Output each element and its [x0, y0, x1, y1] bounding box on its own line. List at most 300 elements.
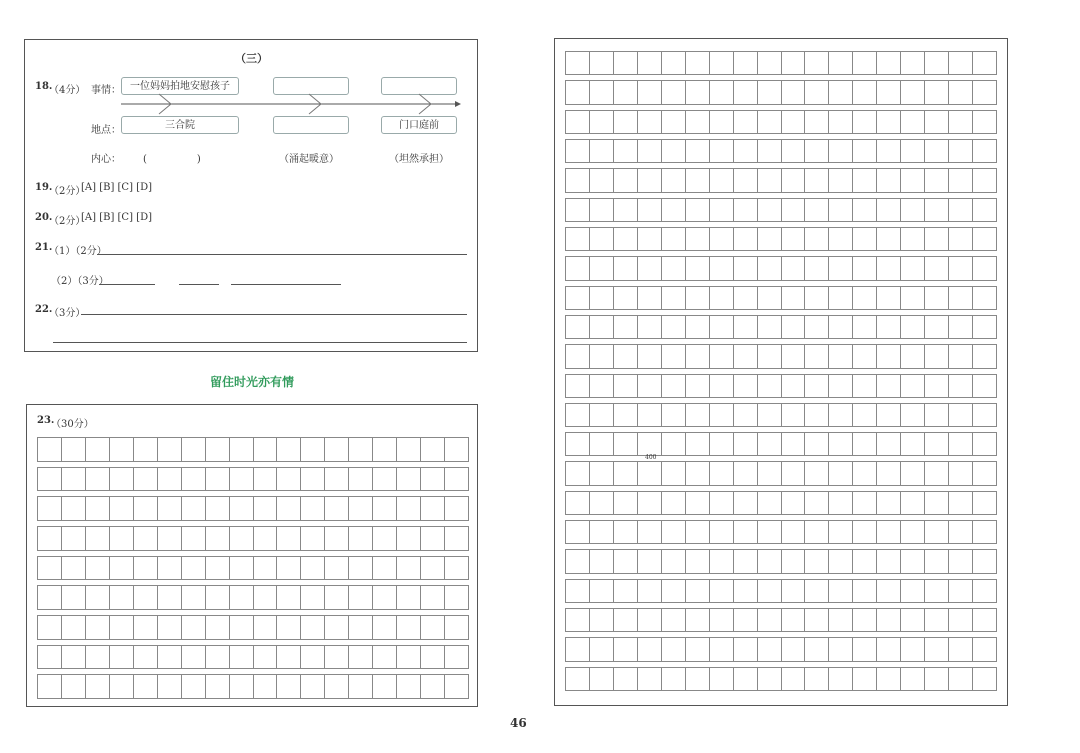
- grid-cell[interactable]: [758, 433, 782, 455]
- q22-answer-line-2[interactable]: [53, 342, 467, 343]
- grid-cell[interactable]: [949, 404, 973, 426]
- grid-cell[interactable]: [901, 111, 925, 133]
- grid-cell[interactable]: [925, 638, 949, 660]
- grid-cell[interactable]: [182, 646, 206, 669]
- grid-cell[interactable]: [758, 169, 782, 191]
- grid-cell[interactable]: [853, 580, 877, 602]
- grid-cell[interactable]: [686, 52, 710, 74]
- grid-cell[interactable]: [397, 586, 421, 609]
- grid-cell[interactable]: [445, 497, 469, 520]
- grid-cell[interactable]: [566, 316, 590, 338]
- grid-cell[interactable]: [182, 616, 206, 639]
- grid-cell[interactable]: [566, 228, 590, 250]
- grid-cell[interactable]: [445, 586, 469, 609]
- grid-cell[interactable]: [110, 557, 134, 580]
- grid-cell[interactable]: [758, 81, 782, 103]
- grid-cell[interactable]: [614, 550, 638, 572]
- grid-cell[interactable]: [662, 257, 686, 279]
- grid-cell[interactable]: [734, 81, 758, 103]
- grid-cell[interactable]: [805, 169, 829, 191]
- grid-cell[interactable]: [277, 557, 301, 580]
- grid-cell[interactable]: [397, 616, 421, 639]
- grid-cell[interactable]: [686, 521, 710, 543]
- grid-cell[interactable]: [662, 638, 686, 660]
- grid-cell[interactable]: [134, 497, 158, 520]
- grid-cell[interactable]: [397, 557, 421, 580]
- grid-cell[interactable]: [758, 404, 782, 426]
- grid-cell[interactable]: [206, 468, 230, 491]
- grid-cell[interactable]: [349, 675, 373, 698]
- grid-cell[interactable]: [662, 404, 686, 426]
- grid-cell[interactable]: [158, 675, 182, 698]
- grid-cell[interactable]: [925, 169, 949, 191]
- grid-cell[interactable]: [134, 468, 158, 491]
- grid-cell[interactable]: [710, 257, 734, 279]
- grid-cell[interactable]: [758, 375, 782, 397]
- grid-cell[interactable]: [901, 52, 925, 74]
- grid-cell[interactable]: [901, 462, 925, 484]
- grid-cell[interactable]: [901, 287, 925, 309]
- grid-cell[interactable]: [710, 169, 734, 191]
- grid-cell[interactable]: [662, 81, 686, 103]
- grid-cell[interactable]: [925, 228, 949, 250]
- grid-cell[interactable]: [206, 646, 230, 669]
- grid-cell[interactable]: [638, 316, 662, 338]
- grid-cell[interactable]: [758, 228, 782, 250]
- grid-cell[interactable]: [349, 586, 373, 609]
- grid-cell[interactable]: [782, 609, 806, 631]
- grid-cell[interactable]: [38, 438, 62, 461]
- grid-cell[interactable]: [686, 668, 710, 690]
- grid-cell[interactable]: [349, 438, 373, 461]
- grid-cell[interactable]: [853, 199, 877, 221]
- grid-cell[interactable]: [973, 404, 997, 426]
- grid-cell[interactable]: [949, 521, 973, 543]
- grid-cell[interactable]: [758, 521, 782, 543]
- grid-row[interactable]: [565, 286, 997, 310]
- grid-cell[interactable]: [734, 199, 758, 221]
- grid-cell[interactable]: [686, 199, 710, 221]
- grid-cell[interactable]: [877, 492, 901, 514]
- grid-cell[interactable]: [949, 433, 973, 455]
- grid-cell[interactable]: [901, 404, 925, 426]
- grid-cell[interactable]: [853, 140, 877, 162]
- grid-cell[interactable]: [110, 468, 134, 491]
- grid-cell[interactable]: [758, 580, 782, 602]
- grid-cell[interactable]: [949, 169, 973, 191]
- grid-cell[interactable]: [734, 169, 758, 191]
- grid-cell[interactable]: [566, 169, 590, 191]
- grid-row[interactable]: [37, 496, 469, 521]
- grid-cell[interactable]: [614, 492, 638, 514]
- grid-cell[interactable]: [62, 468, 86, 491]
- grid-cell[interactable]: [86, 527, 110, 550]
- grid-cell[interactable]: [901, 433, 925, 455]
- grid-cell[interactable]: [134, 438, 158, 461]
- grid-cell[interactable]: [325, 646, 349, 669]
- grid-cell[interactable]: [925, 550, 949, 572]
- grid-cell[interactable]: [877, 580, 901, 602]
- grid-cell[interactable]: [134, 527, 158, 550]
- grid-cell[interactable]: [158, 646, 182, 669]
- grid-cell[interactable]: [230, 438, 254, 461]
- grid-cell[interactable]: [949, 111, 973, 133]
- grid-cell[interactable]: [925, 257, 949, 279]
- grid-cell[interactable]: [638, 287, 662, 309]
- grid-cell[interactable]: [853, 287, 877, 309]
- grid-cell[interactable]: [230, 557, 254, 580]
- grid-cell[interactable]: [566, 550, 590, 572]
- grid-cell[interactable]: [710, 228, 734, 250]
- grid-cell[interactable]: [638, 638, 662, 660]
- grid-cell[interactable]: [853, 52, 877, 74]
- grid-cell[interactable]: [901, 580, 925, 602]
- grid-cell[interactable]: [254, 557, 278, 580]
- grid-cell[interactable]: [590, 462, 614, 484]
- grid-cell[interactable]: [805, 316, 829, 338]
- grid-cell[interactable]: [973, 257, 997, 279]
- grid-cell[interactable]: [662, 169, 686, 191]
- grid-cell[interactable]: [397, 468, 421, 491]
- grid-cell[interactable]: [614, 111, 638, 133]
- grid-cell[interactable]: [758, 492, 782, 514]
- place-box-2[interactable]: [273, 116, 349, 134]
- grid-cell[interactable]: [805, 111, 829, 133]
- event-box-1[interactable]: 一位妈妈拍地安慰孩子: [121, 77, 239, 95]
- grid-cell[interactable]: [421, 497, 445, 520]
- grid-row[interactable]: [565, 198, 997, 222]
- grid-cell[interactable]: [949, 81, 973, 103]
- grid-cell[interactable]: [782, 668, 806, 690]
- grid-cell[interactable]: [158, 497, 182, 520]
- grid-cell[interactable]: [877, 199, 901, 221]
- grid-cell[interactable]: [277, 586, 301, 609]
- grid-cell[interactable]: [566, 609, 590, 631]
- grid-cell[interactable]: [614, 52, 638, 74]
- grid-cell[interactable]: [805, 199, 829, 221]
- grid-cell[interactable]: [877, 638, 901, 660]
- grid-cell[interactable]: [901, 81, 925, 103]
- grid-cell[interactable]: [973, 638, 997, 660]
- grid-cell[interactable]: [397, 646, 421, 669]
- grid-cell[interactable]: [638, 52, 662, 74]
- grid-cell[interactable]: [686, 257, 710, 279]
- grid-cell[interactable]: [590, 638, 614, 660]
- grid-cell[interactable]: [782, 580, 806, 602]
- grid-cell[interactable]: [325, 675, 349, 698]
- grid-cell[interactable]: [325, 616, 349, 639]
- grid-cell[interactable]: [734, 580, 758, 602]
- grid-cell[interactable]: [397, 675, 421, 698]
- grid-cell[interactable]: [805, 345, 829, 367]
- grid-cell[interactable]: [710, 404, 734, 426]
- grid-cell[interactable]: [686, 228, 710, 250]
- grid-cell[interactable]: [758, 638, 782, 660]
- grid-cell[interactable]: [566, 140, 590, 162]
- grid-cell[interactable]: [877, 81, 901, 103]
- grid-cell[interactable]: [805, 609, 829, 631]
- grid-cell[interactable]: [782, 257, 806, 279]
- grid-cell[interactable]: [662, 375, 686, 397]
- grid-cell[interactable]: [973, 580, 997, 602]
- grid-cell[interactable]: [829, 228, 853, 250]
- grid-cell[interactable]: [758, 668, 782, 690]
- grid-cell[interactable]: [734, 609, 758, 631]
- grid-cell[interactable]: [805, 638, 829, 660]
- grid-cell[interactable]: [62, 527, 86, 550]
- grid-cell[interactable]: [182, 527, 206, 550]
- grid-cell[interactable]: [877, 404, 901, 426]
- grid-cell[interactable]: [110, 527, 134, 550]
- grid-cell[interactable]: [805, 404, 829, 426]
- grid-cell[interactable]: [206, 586, 230, 609]
- grid-cell[interactable]: [782, 550, 806, 572]
- grid-cell[interactable]: [877, 462, 901, 484]
- grid-cell[interactable]: [206, 497, 230, 520]
- grid-cell[interactable]: [206, 438, 230, 461]
- grid-cell[interactable]: [973, 521, 997, 543]
- grid-cell[interactable]: [62, 586, 86, 609]
- grid-row[interactable]: [565, 344, 997, 368]
- grid-cell[interactable]: [973, 111, 997, 133]
- grid-cell[interactable]: [710, 492, 734, 514]
- grid-cell[interactable]: [662, 550, 686, 572]
- grid-cell[interactable]: [949, 287, 973, 309]
- grid-cell[interactable]: [614, 81, 638, 103]
- grid-cell[interactable]: [973, 668, 997, 690]
- grid-cell[interactable]: [949, 257, 973, 279]
- grid-cell[interactable]: [38, 527, 62, 550]
- grid-cell[interactable]: [925, 345, 949, 367]
- grid-cell[interactable]: [301, 557, 325, 580]
- grid-cell[interactable]: [421, 646, 445, 669]
- grid-cell[interactable]: [829, 609, 853, 631]
- grid-cell[interactable]: [710, 580, 734, 602]
- grid-cell[interactable]: [373, 586, 397, 609]
- grid-cell[interactable]: [829, 316, 853, 338]
- grid-cell[interactable]: [758, 550, 782, 572]
- grid-cell[interactable]: [566, 375, 590, 397]
- grid-cell[interactable]: [877, 287, 901, 309]
- grid-cell[interactable]: [877, 257, 901, 279]
- grid-cell[interactable]: [277, 438, 301, 461]
- grid-cell[interactable]: [349, 557, 373, 580]
- grid-cell[interactable]: [901, 199, 925, 221]
- grid-cell[interactable]: [86, 438, 110, 461]
- grid-cell[interactable]: [925, 81, 949, 103]
- grid-cell[interactable]: [829, 345, 853, 367]
- grid-cell[interactable]: [829, 668, 853, 690]
- grid-cell[interactable]: [829, 462, 853, 484]
- grid-cell[interactable]: [686, 81, 710, 103]
- essay-grid-right[interactable]: [565, 51, 997, 691]
- grid-cell[interactable]: [853, 609, 877, 631]
- grid-cell[interactable]: [734, 550, 758, 572]
- grid-cell[interactable]: [782, 199, 806, 221]
- grid-cell[interactable]: [686, 462, 710, 484]
- grid-cell[interactable]: [925, 521, 949, 543]
- grid-cell[interactable]: [662, 199, 686, 221]
- grid-cell[interactable]: [134, 646, 158, 669]
- grid-cell[interactable]: [829, 433, 853, 455]
- grid-cell[interactable]: [397, 527, 421, 550]
- grid-cell[interactable]: [949, 316, 973, 338]
- grid-cell[interactable]: [973, 81, 997, 103]
- grid-row[interactable]: [565, 667, 997, 691]
- grid-cell[interactable]: [734, 316, 758, 338]
- grid-cell[interactable]: [734, 638, 758, 660]
- grid-row[interactable]: [37, 645, 469, 670]
- grid-cell[interactable]: [925, 287, 949, 309]
- grid-cell[interactable]: [325, 557, 349, 580]
- grid-cell[interactable]: [782, 140, 806, 162]
- grid-cell[interactable]: [710, 199, 734, 221]
- grid-cell[interactable]: [301, 468, 325, 491]
- grid-row[interactable]: [565, 227, 997, 251]
- grid-cell[interactable]: [397, 438, 421, 461]
- grid-cell[interactable]: [638, 580, 662, 602]
- grid-cell[interactable]: [566, 52, 590, 74]
- grid-cell[interactable]: [373, 616, 397, 639]
- grid-cell[interactable]: [758, 316, 782, 338]
- grid-cell[interactable]: [829, 111, 853, 133]
- grid-cell[interactable]: [973, 609, 997, 631]
- grid-cell[interactable]: [758, 609, 782, 631]
- grid-cell[interactable]: [782, 433, 806, 455]
- grid-cell[interactable]: [86, 557, 110, 580]
- grid-cell[interactable]: [805, 375, 829, 397]
- grid-cell[interactable]: [805, 228, 829, 250]
- grid-cell[interactable]: [445, 646, 469, 669]
- grid-cell[interactable]: [949, 492, 973, 514]
- grid-cell[interactable]: [805, 492, 829, 514]
- grid-cell[interactable]: [710, 111, 734, 133]
- grid-cell[interactable]: [662, 521, 686, 543]
- grid-cell[interactable]: [782, 638, 806, 660]
- grid-cell[interactable]: [590, 52, 614, 74]
- grid-cell[interactable]: [373, 675, 397, 698]
- grid-cell[interactable]: [686, 169, 710, 191]
- grid-cell[interactable]: [829, 375, 853, 397]
- grid-cell[interactable]: [949, 638, 973, 660]
- grid-cell[interactable]: [421, 468, 445, 491]
- grid-row[interactable]: [565, 315, 997, 339]
- grid-cell[interactable]: [86, 616, 110, 639]
- grid-cell[interactable]: [614, 257, 638, 279]
- grid-cell[interactable]: [566, 287, 590, 309]
- grid-cell[interactable]: [158, 586, 182, 609]
- q19-options[interactable]: [A] [B] [C] [D]: [81, 182, 152, 193]
- grid-cell[interactable]: [590, 404, 614, 426]
- grid-cell[interactable]: [566, 257, 590, 279]
- grid-row[interactable]: [565, 491, 997, 515]
- grid-cell[interactable]: [853, 404, 877, 426]
- grid-cell[interactable]: [949, 609, 973, 631]
- grid-cell[interactable]: [782, 521, 806, 543]
- grid-cell[interactable]: [925, 111, 949, 133]
- grid-cell[interactable]: [782, 169, 806, 191]
- grid-cell[interactable]: [230, 675, 254, 698]
- grid-row[interactable]: [37, 585, 469, 610]
- grid-cell[interactable]: [758, 140, 782, 162]
- grid-cell[interactable]: [901, 228, 925, 250]
- grid-cell[interactable]: [277, 468, 301, 491]
- grid-row[interactable]: [37, 437, 469, 462]
- grid-cell[interactable]: [901, 257, 925, 279]
- grid-cell[interactable]: [349, 646, 373, 669]
- grid-cell[interactable]: [662, 433, 686, 455]
- grid-cell[interactable]: [614, 199, 638, 221]
- grid-cell[interactable]: [206, 616, 230, 639]
- grid-cell[interactable]: [853, 550, 877, 572]
- grid-cell[interactable]: [829, 404, 853, 426]
- grid-cell[interactable]: [782, 404, 806, 426]
- grid-cell[interactable]: [590, 316, 614, 338]
- grid-cell[interactable]: [182, 497, 206, 520]
- grid-cell[interactable]: [925, 580, 949, 602]
- grid-cell[interactable]: [325, 527, 349, 550]
- grid-cell[interactable]: [182, 675, 206, 698]
- grid-cell[interactable]: [877, 433, 901, 455]
- grid-cell[interactable]: [158, 616, 182, 639]
- grid-cell[interactable]: [686, 287, 710, 309]
- grid-cell[interactable]: [662, 287, 686, 309]
- grid-cell[interactable]: [638, 550, 662, 572]
- grid-cell[interactable]: [686, 375, 710, 397]
- grid-cell[interactable]: [566, 521, 590, 543]
- grid-cell[interactable]: [734, 521, 758, 543]
- grid-cell[interactable]: [566, 433, 590, 455]
- grid-row[interactable]: [565, 579, 997, 603]
- grid-cell[interactable]: [614, 580, 638, 602]
- grid-cell[interactable]: [614, 169, 638, 191]
- grid-cell[interactable]: [277, 646, 301, 669]
- q20-options[interactable]: [A] [B] [C] [D]: [81, 212, 152, 223]
- q21-part1-answer-line[interactable]: [97, 254, 467, 255]
- grid-cell[interactable]: [38, 497, 62, 520]
- grid-cell[interactable]: [782, 492, 806, 514]
- grid-cell[interactable]: [62, 616, 86, 639]
- grid-cell[interactable]: [662, 668, 686, 690]
- grid-cell[interactable]: [877, 111, 901, 133]
- grid-cell[interactable]: [853, 521, 877, 543]
- grid-cell[interactable]: [349, 616, 373, 639]
- grid-cell[interactable]: [325, 497, 349, 520]
- grid-cell[interactable]: [901, 140, 925, 162]
- grid-cell[interactable]: [421, 527, 445, 550]
- grid-cell[interactable]: [925, 140, 949, 162]
- grid-cell[interactable]: [277, 527, 301, 550]
- grid-cell[interactable]: [445, 675, 469, 698]
- place-box-3[interactable]: 门口庭前: [381, 116, 457, 134]
- grid-cell[interactable]: [277, 675, 301, 698]
- grid-cell[interactable]: [134, 586, 158, 609]
- grid-cell[interactable]: [590, 257, 614, 279]
- grid-row[interactable]: [565, 374, 997, 398]
- grid-cell[interactable]: [590, 492, 614, 514]
- grid-cell[interactable]: [638, 81, 662, 103]
- grid-cell[interactable]: [254, 616, 278, 639]
- grid-cell[interactable]: [829, 492, 853, 514]
- grid-cell[interactable]: [829, 638, 853, 660]
- grid-cell[interactable]: [638, 462, 662, 484]
- grid-cell[interactable]: [686, 404, 710, 426]
- grid-cell[interactable]: [949, 462, 973, 484]
- grid-cell[interactable]: [782, 462, 806, 484]
- grid-cell[interactable]: [925, 492, 949, 514]
- grid-cell[interactable]: [710, 638, 734, 660]
- grid-cell[interactable]: [782, 228, 806, 250]
